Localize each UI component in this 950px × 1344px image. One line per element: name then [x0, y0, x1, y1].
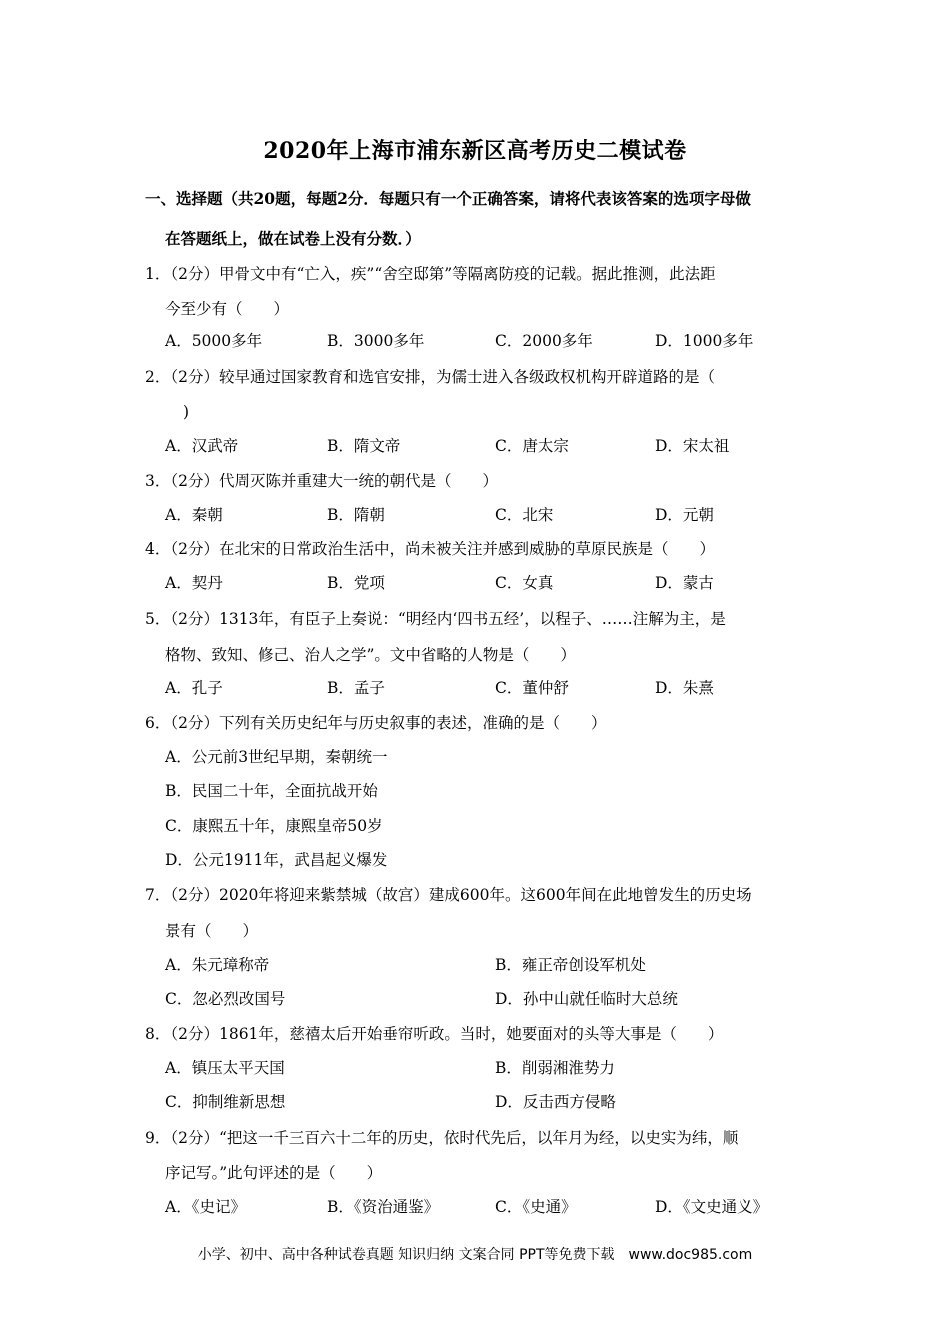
- question-8-option-b: B．削弱湘淮势力: [495, 1059, 615, 1077]
- question-4-option-a: A．契丹: [165, 574, 223, 592]
- question-7-option-b: B．雍正帝创设军机处: [495, 956, 646, 974]
- question-3-option-a: A．秦朝: [165, 506, 223, 524]
- question-9-option-a: A．《史记》: [165, 1198, 246, 1216]
- question-8-option-d: D．反击西方侵略: [495, 1093, 616, 1111]
- question-8-option-c: C．抑制维新思想: [165, 1093, 286, 1111]
- page-title: 2020年上海市浦东新区高考历史二模试卷: [263, 138, 687, 164]
- question-6-line-1: 6．（2分）下列有关历史纪年与历史叙事的表述，准确的是（ ）: [145, 714, 607, 732]
- question-1-line-1: 1．（2分）甲骨文中有“亡入，疾”“舍空邸第”等隔离防疫的记载。据此推测，此法距: [145, 265, 716, 283]
- question-1-option-d: D．1000多年: [655, 332, 754, 350]
- question-3-option-c: C．北宋: [495, 506, 554, 524]
- question-2-option-c: C．唐太宗: [495, 437, 569, 455]
- question-9-option-c: C．《史通》: [495, 1198, 577, 1216]
- question-7-line-2: 景有（ ）: [165, 922, 259, 940]
- question-1-option-a: A．5000多年: [165, 332, 263, 350]
- question-5-option-c: C．董仲舒: [495, 679, 569, 697]
- question-2-option-d: D．宋太祖: [655, 437, 730, 455]
- question-5-option-a: A．孔子: [165, 679, 223, 697]
- question-3-option-b: B．隋朝: [327, 506, 385, 524]
- question-8-option-a: A．镇压太平天国: [165, 1059, 285, 1077]
- question-6-option-d: D．公元1911年，武昌起义爆发: [165, 851, 388, 869]
- question-1-line-2: 今至少有（ ）: [165, 300, 290, 318]
- question-9-option-d: D．《文史通义》: [655, 1198, 769, 1216]
- question-5-line-2: 格物、致知、修己、治人之学”。文中省略的人物是（ ）: [165, 646, 576, 664]
- question-9-option-b: B．《资治通鉴》: [327, 1198, 440, 1216]
- question-1-option-c: C．2000多年: [495, 332, 593, 350]
- question-5-option-d: D．朱熹: [655, 679, 714, 697]
- question-5-option-b: B．孟子: [327, 679, 385, 697]
- question-4-line-1: 4．（2分）在北宋的日常政治生活中，尚未被关注并感到威胁的草原民族是（ ）: [145, 540, 715, 558]
- question-7-option-d: D．孙中山就任临时大总统: [495, 990, 678, 1008]
- section-heading-line-2: 在答题纸上，做在试卷上没有分数．）: [165, 229, 421, 248]
- question-2-option-a: A．汉武帝: [165, 437, 239, 455]
- question-7-option-a: A．朱元璋称帝: [165, 956, 270, 974]
- question-6-option-a: A．公元前3世纪早期，秦朝统一: [165, 748, 388, 766]
- question-6-option-c: C．康熙五十年，康熙皇帝50岁: [165, 817, 383, 835]
- question-5-line-1: 5．（2分）1313年，有臣子上奏说：“明经内‘四书五经’，以程子、……注解为主，是: [145, 610, 726, 628]
- question-9-line-1: 9．（2分）“把这一千三百六十二年的历史，依时代先后，以年月为经，以史实为纬，顺: [145, 1129, 739, 1147]
- question-3-line-1: 3．（2分）代周灭陈并重建大一统的朝代是（ ）: [145, 472, 498, 490]
- question-2-line-1: 2．（2分）较早通过国家教育和选官安排，为儒士进入各级政权机构开辟道路的是（: [145, 368, 715, 386]
- question-7-option-c: C．忽必烈改国号: [165, 990, 286, 1008]
- question-1-option-b: B．3000多年: [327, 332, 425, 350]
- section-heading-line-1: 一、选择题（共20题，每题2分．每题只有一个正确答案，请将代表该答案的选项字母做: [145, 189, 751, 208]
- question-8-line-1: 8．（2分）1861年，慈禧太后开始垂帘听政。当时，她要面对的头等大事是（ ）: [145, 1025, 724, 1043]
- question-2-line-2: ): [183, 403, 190, 421]
- question-4-option-b: B．党项: [327, 574, 385, 592]
- question-3-option-d: D．元朝: [655, 506, 714, 524]
- question-4-option-d: D．蒙古: [655, 574, 714, 592]
- question-2-option-b: B．隋文帝: [327, 437, 401, 455]
- question-4-option-c: C．女真: [495, 574, 554, 592]
- question-9-line-2: 序记写。”此句评述的是（ ）: [165, 1164, 383, 1182]
- page-footer: 小学、初中、高中各种试卷真题 知识归纳 文案合同 PPT等免费下载 www.doc985.com: [197, 1247, 753, 1263]
- question-7-line-1: 7．（2分）2020年将迎来紫禁城（故宫）建成600年。这600年间在此地曾发生的历史场: [145, 886, 752, 904]
- question-6-option-b: B．民国二十年，全面抗战开始: [165, 782, 378, 800]
